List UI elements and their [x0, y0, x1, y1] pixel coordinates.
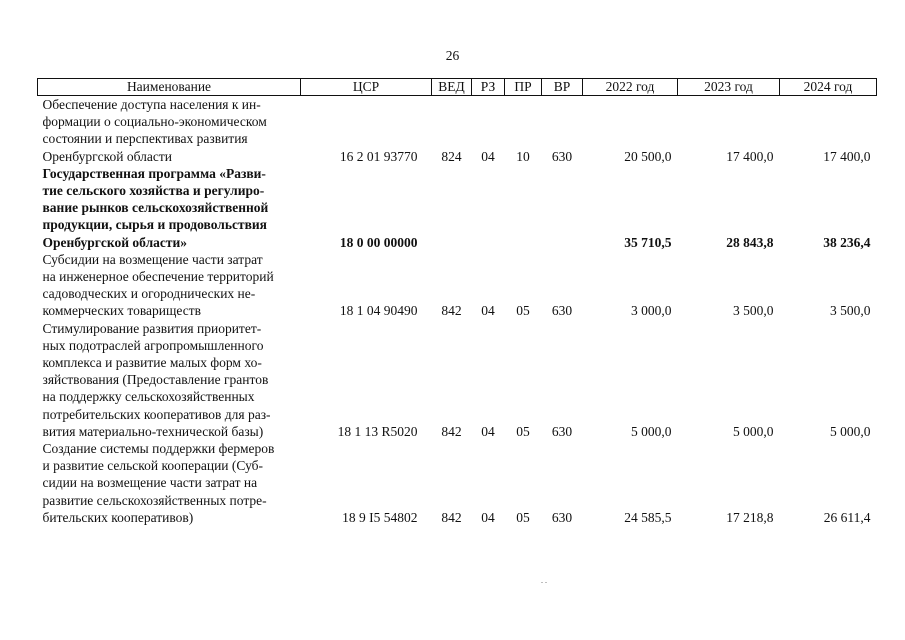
page-number: 26 — [445, 48, 460, 63]
row-name-line: ных подотраслей агропромышленного — [42, 337, 264, 353]
row-value-2023: 17 400,0 — [726, 148, 774, 164]
header-ved: ВЕД — [432, 79, 472, 96]
row-value-2024: 17 400,0 — [823, 148, 871, 164]
row-pr: 10 — [516, 148, 530, 164]
row-csr: 16 2 01 93770 — [339, 148, 418, 164]
row-name-line: потребительских кооперативов для раз- — [42, 406, 271, 422]
row-value-2022: 20 500,0 — [624, 148, 672, 164]
row-value-2023: 3 500,0 — [733, 303, 774, 319]
row-name-line: садоводческих и огороднических не- — [42, 286, 256, 302]
header-csr: ЦСР — [301, 79, 432, 96]
row-pr: 05 — [516, 303, 530, 319]
header-2024: 2024 год — [780, 79, 877, 96]
header-2022: 2022 год — [583, 79, 678, 96]
row-pr: 05 — [516, 423, 530, 439]
header-pr: ПР — [505, 79, 542, 96]
row-name-line: Оренбургской области» — [42, 234, 188, 250]
row-name-line: комплекса и развитие малых форм хо- — [42, 355, 262, 371]
row-name — [38, 96, 301, 165]
row-name-line: и развитие сельской кооперации (Суб- — [42, 458, 264, 474]
row-csr: 18 1 13 R5020 — [337, 423, 418, 439]
row-name-line: Субсидии на возмещение части затрат — [42, 251, 263, 267]
row-ved: 824 — [441, 148, 462, 164]
row-rz: 04 — [481, 423, 495, 439]
row-vr — [542, 165, 583, 251]
row-value-2024: 5 000,0 — [830, 423, 871, 439]
row-name-line: вития материально-технической базы) — [42, 423, 264, 439]
header-name: Наименование — [38, 79, 301, 96]
row-ved — [432, 165, 472, 251]
row-name-line: Обеспечение доступа населения к ин- — [42, 97, 261, 112]
row-value-2023: 28 843,8 — [726, 234, 774, 250]
row-pr — [505, 165, 542, 251]
row-ved: 842 — [441, 423, 462, 439]
row-name-line: Создание системы поддержки фермеров — [42, 441, 275, 457]
row-name-line: Государственная программа «Разви- — [42, 165, 266, 181]
row-name-line: на инженерное обеспечение территорий — [42, 269, 274, 285]
row-name-line: Оренбургской области — [42, 148, 172, 164]
row-value-2023: 17 218,8 — [726, 509, 774, 525]
row-name-line: тие сельского хозяйства и регулиро- — [42, 183, 265, 199]
row-name-line: зяйствования (Предоставление грантов — [42, 372, 269, 388]
row-name-line: Стимулирование развития приоритет- — [42, 320, 262, 336]
row-rz: 04 — [481, 509, 495, 525]
row-ved: 842 — [441, 509, 462, 525]
budget-table — [37, 78, 877, 526]
row-rz: 04 — [481, 148, 495, 164]
row-name-line: сидии на возмещение части затрат на — [42, 475, 258, 491]
row-value-2022: 35 710,5 — [624, 234, 672, 250]
header-2023: 2023 год — [678, 79, 780, 96]
row-csr: 18 1 04 90490 — [339, 303, 418, 319]
row-value-2022: 24 585,5 — [624, 509, 672, 525]
stray-mark: . . — [541, 576, 547, 585]
row-rz — [472, 165, 505, 251]
row-vr: 630 — [551, 148, 573, 164]
row-vr: 630 — [551, 423, 573, 439]
header-rz: РЗ — [472, 79, 505, 96]
table-body — [38, 96, 877, 527]
row-value-2024: 38 236,4 — [823, 234, 871, 250]
header-vr: ВР — [542, 79, 583, 96]
row-value-2024: 26 611,4 — [823, 509, 871, 525]
row-vr: 630 — [551, 303, 573, 319]
row-name — [38, 320, 301, 440]
row-ved: 842 — [441, 303, 462, 319]
row-name-line: коммерческих товариществ — [42, 303, 201, 319]
row-value-2024: 3 500,0 — [830, 303, 871, 319]
row-name — [38, 440, 301, 526]
table-row — [38, 96, 877, 165]
row-name — [38, 251, 301, 320]
table-row — [38, 320, 877, 440]
row-name-line: развитие сельскохозяйственных потре- — [42, 492, 267, 508]
row-pr: 05 — [516, 509, 530, 525]
row-csr: 18 9 I5 54802 — [342, 509, 418, 525]
table-header-row — [38, 79, 877, 96]
row-vr: 630 — [551, 509, 573, 525]
row-name-line: вание рынков сельскохозяйственной — [42, 200, 269, 216]
row-name-line: формации о социально-экономическом — [42, 114, 267, 130]
table-row — [38, 165, 877, 251]
row-csr: 18 0 00 00000 — [339, 234, 418, 250]
row-name — [38, 165, 301, 251]
row-rz: 04 — [481, 303, 495, 319]
row-name-line: на поддержку сельскохозяйственных — [42, 389, 255, 405]
table-row — [38, 251, 877, 320]
row-name-line: бительских кооперативов) — [42, 509, 194, 525]
row-value-2023: 5 000,0 — [733, 423, 774, 439]
row-name-line: продукции, сырья и продовольствия — [42, 217, 267, 233]
row-value-2022: 3 000,0 — [631, 303, 672, 319]
row-value-2022: 5 000,0 — [631, 423, 672, 439]
row-name-line: состоянии и перспективах развития — [42, 131, 248, 147]
table-row — [38, 440, 877, 526]
